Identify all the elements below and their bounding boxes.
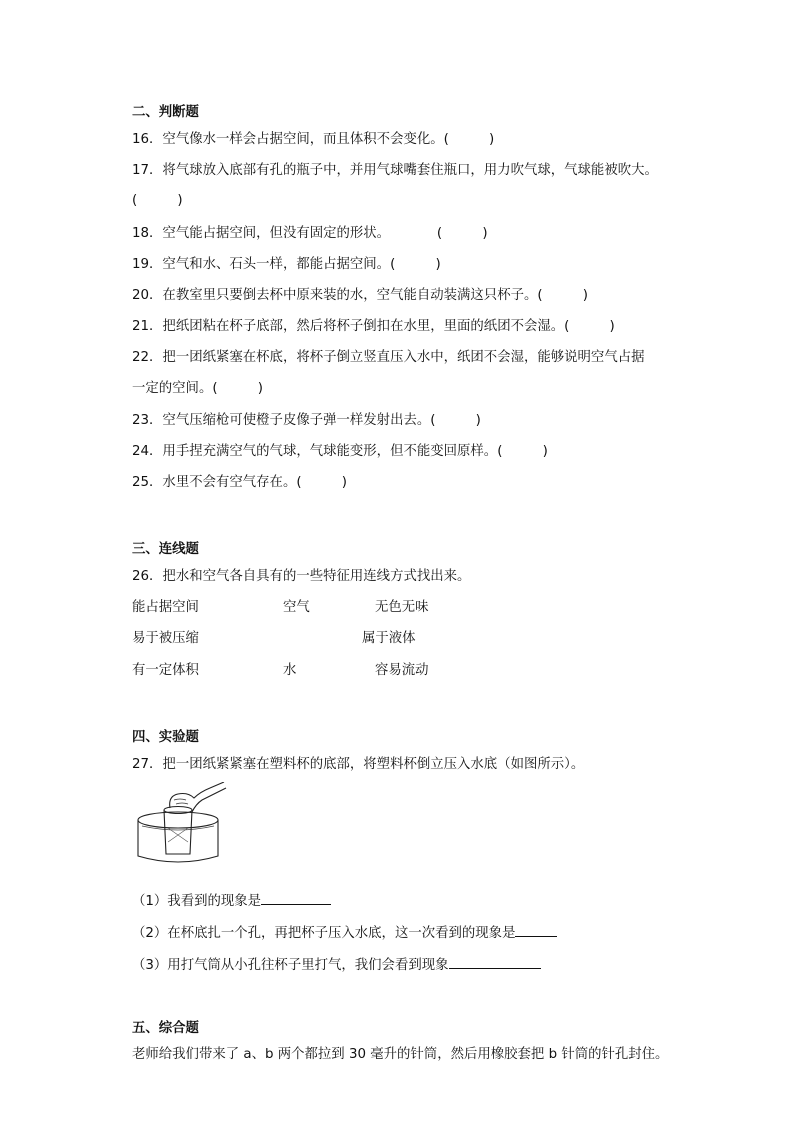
part-1-text: （1）我看到的现象是 [132, 894, 262, 909]
match-middle-item: 水 [283, 663, 297, 678]
section-heading-matching: 三、连线题 [132, 542, 199, 557]
question-17-bracket: ( ) [132, 193, 183, 208]
match-right-item: 无色无味 [375, 600, 429, 615]
question-22-continued: 一定的空间。( ) [132, 381, 263, 396]
match-right-item: 属于液体 [362, 631, 416, 646]
question-20: 20．在教室里只要倒去杯中原来装的水，空气能自动装满这只杯子。( ) [132, 288, 588, 303]
match-left-item: 能占据空间 [132, 600, 199, 615]
question-22: 22．把一团纸紧塞在杯底，将杯子倒立竖直压入水中，纸团不会湿，能够说明空气占据 [132, 350, 645, 365]
question-19: 19．空气和水、石头一样，都能占据空间。( ) [132, 257, 441, 272]
section-5-intro: 老师给我们带来了 a、b 两个都拉到 30 毫升的针筒，然后用橡胶套把 b 针筒的针孔封住。 [132, 1047, 669, 1062]
question-27-part-1 [132, 890, 331, 911]
question-24: 24．用手捏充满空气的气球，气球能变形，但不能变回原样。( ) [132, 444, 548, 459]
section-heading-judgement: 二、判断题 [132, 105, 199, 120]
answer-blank[interactable] [449, 954, 541, 969]
question-27-part-3 [132, 954, 541, 975]
answer-blank[interactable] [515, 922, 557, 937]
question-21: 21．把纸团粘在杯子底部，然后将杯子倒扣在水里，里面的纸团不会湿。( ) [132, 319, 615, 334]
match-middle-item: 空气 [283, 600, 310, 615]
question-18: 18．空气能占据空间，但没有固定的形状。 ( ) [132, 226, 488, 241]
question-16: 16．空气像水一样会占据空间，而且体积不会变化。( ) [132, 132, 495, 147]
question-17: 17．将气球放入底部有孔的瓶子中，并用气球嘴套住瓶口，用力吹气球，气球能被吹大。 [132, 163, 658, 178]
question-23: 23．空气压缩枪可使橙子皮像子弹一样发射出去。( ) [132, 413, 481, 428]
match-left-item: 易于被压缩 [132, 631, 199, 646]
cup-in-water-illustration [130, 782, 230, 868]
section-heading-experiment: 四、实验题 [132, 730, 199, 745]
question-27-part-2 [132, 922, 557, 943]
match-right-item: 容易流动 [375, 663, 429, 678]
part-3-text: （3）用打气筒从小孔往杯子里打气，我们会看到现象 [132, 958, 449, 973]
question-25: 25．水里不会有空气存在。( ) [132, 475, 347, 490]
question-27: 27．把一团纸紧紧塞在塑料杯的底部，将塑料杯倒立压入水底（如图所示）。 [132, 757, 585, 772]
part-2-text: （2）在杯底扎一个孔，再把杯子压入水底，这一次看到的现象是 [132, 926, 516, 941]
match-left-item: 有一定体积 [132, 663, 199, 678]
question-26: 26．把水和空气各自具有的一些特征用连线方式找出来。 [132, 569, 471, 584]
section-heading-comprehensive: 五、综合题 [132, 1021, 199, 1036]
answer-blank[interactable] [261, 890, 331, 905]
